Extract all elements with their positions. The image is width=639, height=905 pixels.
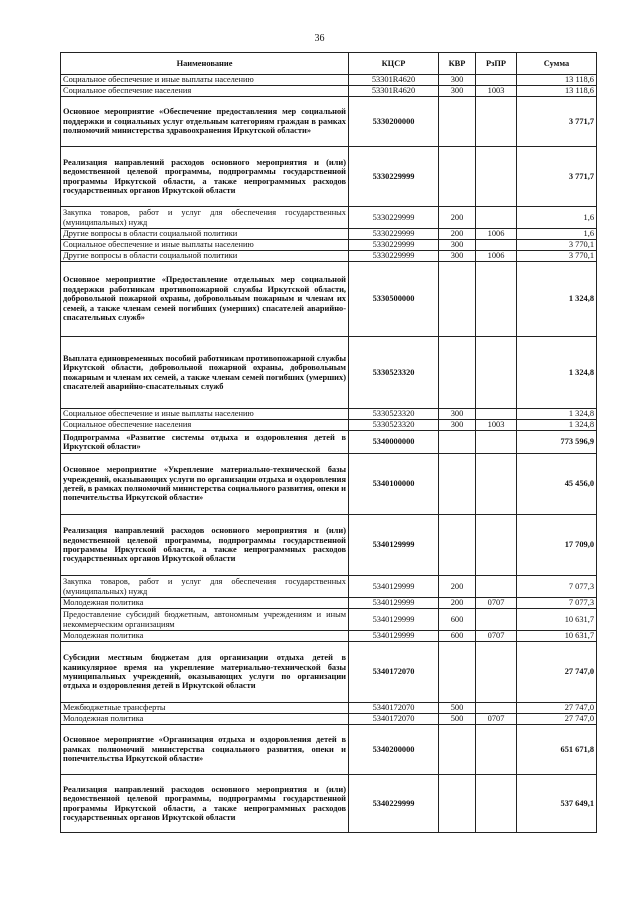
row-kvr-cell	[439, 97, 476, 147]
row-rzpr-cell	[476, 703, 517, 714]
row-kvr-cell: 200	[439, 598, 476, 609]
row-kvr-cell: 300	[439, 240, 476, 251]
row-name-cell: Молодежная политика	[61, 598, 349, 609]
row-name-cell: Выплата единовременных пособий работникам противопожарной службы Иркутской области, добровольной пожарной охраны, добровольным пожарным и членам их семей, а также членам семей погибших (умерших) спасателей аварийно-спасательных служб	[61, 337, 349, 409]
row-kcsr-cell: 5340129999	[349, 609, 439, 631]
row-kcsr-cell: 5340100000	[349, 454, 439, 515]
table-row	[61, 725, 597, 775]
row-sum-cell: 3 771,7	[517, 147, 597, 207]
row-sum-cell: 13 118,6	[517, 86, 597, 97]
row-sum-cell: 10 631,7	[517, 609, 597, 631]
row-name-cell: Другие вопросы в области социальной политики	[61, 251, 349, 262]
row-name-cell: Социальное обеспечение и иные выплаты населению	[61, 75, 349, 86]
row-kvr-cell: 200	[439, 229, 476, 240]
row-kcsr-cell: 5340129999	[349, 631, 439, 642]
column-header-sum: Сумма	[517, 53, 597, 75]
row-kvr-cell	[439, 515, 476, 576]
row-sum-cell: 45 456,0	[517, 454, 597, 515]
row-rzpr-cell	[476, 431, 517, 454]
row-name-cell: Социальное обеспечение и иные выплаты населению	[61, 240, 349, 251]
row-kcsr-cell: 53301R4620	[349, 75, 439, 86]
table-row	[61, 420, 597, 431]
table-row	[61, 515, 597, 576]
row-rzpr-cell: 1003	[476, 86, 517, 97]
row-rzpr-cell	[476, 454, 517, 515]
row-sum-cell: 10 631,7	[517, 631, 597, 642]
row-name-cell: Подпрограмма «Развитие системы отдыха и оздоровления детей в Иркутской области»	[61, 431, 349, 454]
column-header-kcsr: КЦСР	[349, 53, 439, 75]
row-kcsr-cell: 5330229999	[349, 240, 439, 251]
column-header-name: Наименование	[61, 53, 349, 75]
row-kcsr-cell: 5340229999	[349, 775, 439, 833]
row-rzpr-cell	[476, 642, 517, 703]
row-name-cell: Предоставление субсидий бюджетным, автономным учреждениям и иным некоммерческим организациям	[61, 609, 349, 631]
row-rzpr-cell	[476, 775, 517, 833]
row-kcsr-cell: 5330500000	[349, 262, 439, 337]
row-rzpr-cell	[476, 515, 517, 576]
row-rzpr-cell	[476, 725, 517, 775]
row-sum-cell: 27 747,0	[517, 714, 597, 725]
page-number: 36	[314, 33, 325, 44]
row-kcsr-cell: 5340129999	[349, 598, 439, 609]
row-kcsr-cell: 5330523320	[349, 337, 439, 409]
row-rzpr-cell	[476, 337, 517, 409]
row-kcsr-cell: 5330229999	[349, 147, 439, 207]
table-body	[61, 75, 597, 833]
table-row	[61, 409, 597, 420]
table-row	[61, 337, 597, 409]
table-row	[61, 251, 597, 262]
row-rzpr-cell	[476, 262, 517, 337]
table-row	[61, 147, 597, 207]
row-kvr-cell: 300	[439, 420, 476, 431]
row-rzpr-cell	[476, 207, 517, 229]
row-sum-cell: 1,6	[517, 207, 597, 229]
row-rzpr-cell: 0707	[476, 631, 517, 642]
row-sum-cell: 1 324,8	[517, 337, 597, 409]
row-sum-cell: 1 324,8	[517, 262, 597, 337]
table-row	[61, 229, 597, 240]
row-name-cell: Закупка товаров, работ и услуг для обеспечения государственных (муниципальных) нужд	[61, 576, 349, 598]
row-sum-cell: 3 770,1	[517, 240, 597, 251]
row-kvr-cell: 200	[439, 576, 476, 598]
row-kcsr-cell: 5330523320	[349, 409, 439, 420]
row-sum-cell: 1 324,8	[517, 420, 597, 431]
row-rzpr-cell: 0707	[476, 714, 517, 725]
row-name-cell: Основное мероприятие «Укрепление материально-технической базы учреждений, оказывающих услуги по организации отдыха и оздоровления детей, в рамках полномочий министерства социального развития, опеки и попечительства Иркутской области»	[61, 454, 349, 515]
row-kcsr-cell: 5330229999	[349, 207, 439, 229]
row-name-cell: Молодежная политика	[61, 714, 349, 725]
row-rzpr-cell	[476, 240, 517, 251]
row-sum-cell: 3 770,1	[517, 251, 597, 262]
row-kvr-cell: 200	[439, 207, 476, 229]
row-sum-cell: 1,6	[517, 229, 597, 240]
row-kcsr-cell: 5330229999	[349, 251, 439, 262]
table-row	[61, 207, 597, 229]
row-name-cell: Реализация направлений расходов основного мероприятия и (или) ведомственной целевой программы, подпрограммы государственной программы Иркутской области, а также непрограммных расходов государственных органов Иркутской области	[61, 147, 349, 207]
row-kvr-cell	[439, 454, 476, 515]
row-name-cell: Социальное обеспечение населения	[61, 86, 349, 97]
table-row	[61, 240, 597, 251]
table-row	[61, 642, 597, 703]
row-name-cell: Социальное обеспечение населения	[61, 420, 349, 431]
row-rzpr-cell	[476, 97, 517, 147]
row-sum-cell: 537 649,1	[517, 775, 597, 833]
row-kvr-cell	[439, 431, 476, 454]
row-kcsr-cell: 5340172070	[349, 714, 439, 725]
row-kcsr-cell: 5330229999	[349, 229, 439, 240]
budget-table	[60, 52, 597, 833]
row-sum-cell: 17 709,0	[517, 515, 597, 576]
row-kcsr-cell: 5330523320	[349, 420, 439, 431]
table-row	[61, 97, 597, 147]
row-rzpr-cell: 1006	[476, 229, 517, 240]
row-kvr-cell	[439, 147, 476, 207]
row-kvr-cell: 500	[439, 714, 476, 725]
row-rzpr-cell: 1006	[476, 251, 517, 262]
row-rzpr-cell	[476, 609, 517, 631]
table-header-row	[61, 53, 597, 75]
row-kvr-cell: 300	[439, 75, 476, 86]
row-sum-cell: 651 671,8	[517, 725, 597, 775]
row-kcsr-cell: 53301R4620	[349, 86, 439, 97]
row-rzpr-cell	[476, 409, 517, 420]
row-kvr-cell	[439, 775, 476, 833]
row-rzpr-cell	[476, 576, 517, 598]
row-sum-cell: 773 596,9	[517, 431, 597, 454]
row-kvr-cell	[439, 642, 476, 703]
row-rzpr-cell: 0707	[476, 598, 517, 609]
row-kvr-cell: 300	[439, 86, 476, 97]
table-row	[61, 703, 597, 714]
row-rzpr-cell	[476, 75, 517, 86]
row-name-cell: Закупка товаров, работ и услуг для обеспечения государственных (муниципальных) нужд	[61, 207, 349, 229]
table-row	[61, 454, 597, 515]
column-header-rzpr: РзПР	[476, 53, 517, 75]
row-name-cell: Реализация направлений расходов основного мероприятия и (или) ведомственной целевой программы, подпрограммы государственной программы Иркутской области, а также непрограммных расходов государственных органов Иркутской области	[61, 515, 349, 576]
table-row	[61, 262, 597, 337]
row-name-cell: Субсидии местным бюджетам для организации отдыха детей в каникулярное время на укрепление материально-технической базы муниципальных учреждений, оказывающих услуги по организации отдыха и оздоровления детей в Иркутской области	[61, 642, 349, 703]
row-kvr-cell	[439, 337, 476, 409]
table-row	[61, 431, 597, 454]
row-sum-cell: 7 077,3	[517, 598, 597, 609]
row-kvr-cell: 300	[439, 409, 476, 420]
row-kvr-cell: 600	[439, 609, 476, 631]
row-kcsr-cell: 5340129999	[349, 515, 439, 576]
row-kvr-cell: 300	[439, 251, 476, 262]
row-kcsr-cell: 5340172070	[349, 703, 439, 714]
row-kcsr-cell: 5340172070	[349, 642, 439, 703]
row-rzpr-cell: 1003	[476, 420, 517, 431]
table-row	[61, 598, 597, 609]
table-row	[61, 714, 597, 725]
row-name-cell: Основное мероприятие «Организация отдыха и оздоровления детей в рамках полномочий министерства социального развития, опеки и попечительства Иркутской области»	[61, 725, 349, 775]
row-sum-cell: 13 118,6	[517, 75, 597, 86]
table-row	[61, 75, 597, 86]
row-name-cell: Молодежная политика	[61, 631, 349, 642]
row-sum-cell: 1 324,8	[517, 409, 597, 420]
row-name-cell: Межбюджетные трансферты	[61, 703, 349, 714]
row-kcsr-cell: 5340200000	[349, 725, 439, 775]
row-kvr-cell	[439, 262, 476, 337]
row-name-cell: Основное мероприятие «Предоставление отдельных мер социальной поддержки работникам противопожарной службы Иркутской области, добровольной пожарной охраны, добровольным пожарным и членам их семей, а также членам семей погибших (умерших) спасателей аварийно-спасательных служб»	[61, 262, 349, 337]
row-name-cell: Основное мероприятие «Обеспечение предоставления мер социальной поддержки и социальных услуг отдельным категориям граждан в рамках полномочий министерства здравоохранения Иркутской области»	[61, 97, 349, 147]
row-sum-cell: 3 771,7	[517, 97, 597, 147]
row-sum-cell: 27 747,0	[517, 642, 597, 703]
row-name-cell: Реализация направлений расходов основного мероприятия и (или) ведомственной целевой программы, подпрограммы государственной программы Иркутской области, а также непрограммных расходов государственных органов Иркутской области	[61, 775, 349, 833]
table-row	[61, 86, 597, 97]
row-rzpr-cell	[476, 147, 517, 207]
table-row	[61, 631, 597, 642]
row-name-cell: Другие вопросы в области социальной политики	[61, 229, 349, 240]
row-kvr-cell: 500	[439, 703, 476, 714]
row-kcsr-cell: 5340129999	[349, 576, 439, 598]
table-row	[61, 609, 597, 631]
row-kcsr-cell: 5330200000	[349, 97, 439, 147]
row-sum-cell: 27 747,0	[517, 703, 597, 714]
row-sum-cell: 7 077,3	[517, 576, 597, 598]
row-kvr-cell	[439, 725, 476, 775]
table-row	[61, 576, 597, 598]
table-row	[61, 775, 597, 833]
row-kvr-cell: 600	[439, 631, 476, 642]
row-kcsr-cell: 5340000000	[349, 431, 439, 454]
row-name-cell: Социальное обеспечение и иные выплаты населению	[61, 409, 349, 420]
column-header-kvr: КВР	[439, 53, 476, 75]
